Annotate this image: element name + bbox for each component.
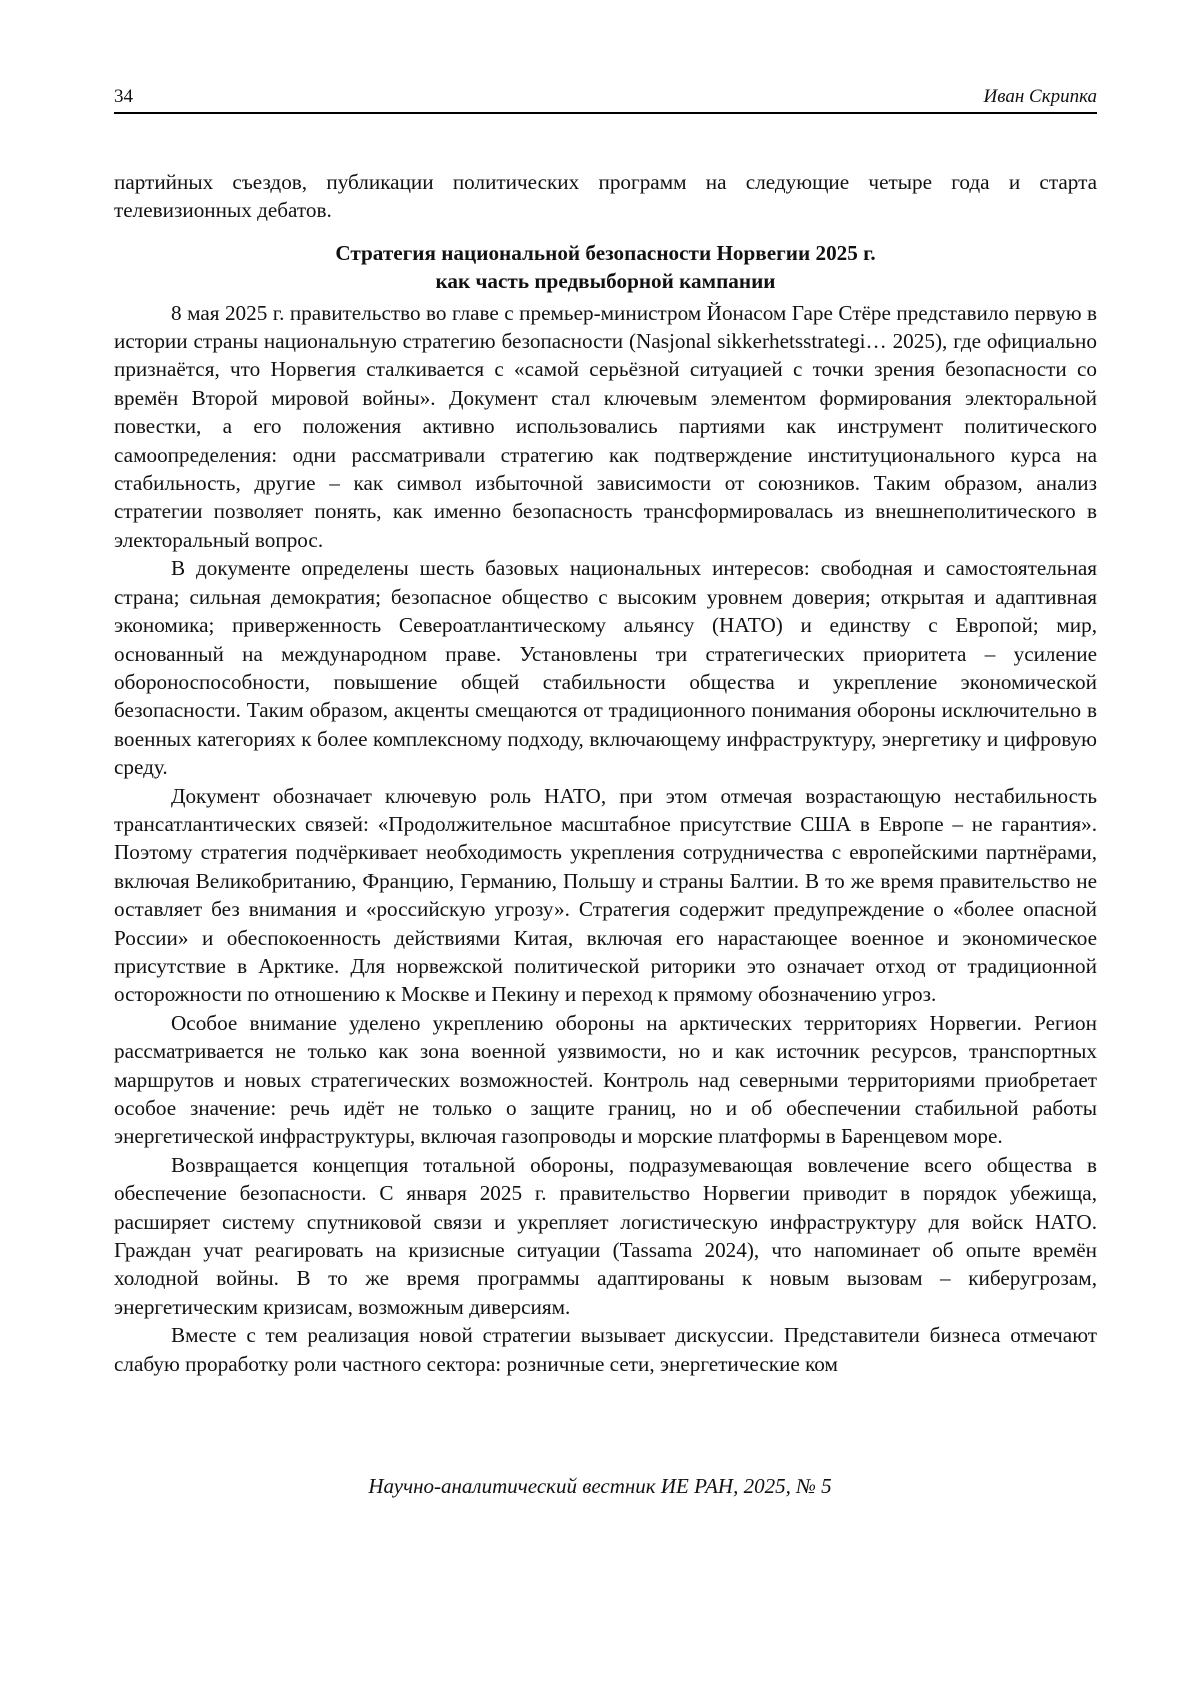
running-header [114,84,1097,114]
paragraph: Возвращается концепция тотальной обороны, подразумевающая вовлечение всего общества в обеспечение безопасности. С января 2025 г. правительство Норвегии приводит в порядок убежища, расширяет систему спутниковой связи и укрепляет логистическую инфраструктуру для войск НАТО. Граждан учат реагировать на кризисные ситуации (Tassama 2024), что напоминает об опыте времён холодной войны. В то же время программы адаптированы к новым вызовам – киберугрозам, энергетическим кризисам, возможным диверсиям. [114,1152,1097,1319]
paragraph: Вместе с тем реализация новой стратегии вызывает дискуссии. Представители бизнеса отмечают слабую проработку роли частного сектора: розничные сети, энергетические ком [114,1323,1097,1376]
continuation-paragraph: партийных съездов, публикации политических программ на следующие четыре года и старта телевизионных дебатов. [114,170,1097,223]
header-author: Иван Скрипка [983,86,1097,107]
journal-footer: Научно-аналитический вестник ИЕ РАН, 2025, № 5 [368,1474,832,1498]
body-text [114,168,1097,1378]
section-heading-line-1: Стратегия национальной безопасности Норвегии 2025 г. [335,240,876,265]
section-heading-line-2: как часть предвыборной кампании [435,269,776,294]
paragraph: В документе определены шесть базовых национальных интересов: свободная и самостоятельная страна; сильная демократия; безопасное общество с высоким уровнем доверия; открытая и адаптивная экономика; приверженность Североатлантическому альянсу (НАТО) и единству с Европой; мир, основанный на международном праве. Установлены три стратегических приоритета – усиление обороноспособности, повышение общей стабильности общества и укрепление экономической безопасности. Таким образом, акценты смещаются от традиционного понимания обороны исключительно в военных категориях к более комплексному подходу, включающему инфраструктуру, энергетику и цифровую среду. [114,556,1097,780]
paragraph: Особое внимание уделено укреплению обороны на арктических территориях Норвегии. Регион рассматривается не только как зона военной уязвимости, но и как источник ресурсов, транспортных маршрутов и новых стратегических возможностей. Контроль над северными территориями приобретает особое значение: речь идёт не только о защите границ, но и об обеспечении стабильной работы энергетической инфраструктуры, включая газопроводы и морские платформы в Баренцевом море. [114,1010,1097,1149]
paragraph: Документ обозначает ключевую роль НАТО, при этом отмечая возрастающую нестабильность трансатлантических связей: «Продолжительное масштабное присутствие США в Европе – не гарантия». Поэтому стратегия подчёркивает необходимость укрепления сотрудничества с европейскими партнёрами, включая Великобританию, Францию, Германию, Польшу и страны Балтии. В то же время правительство не оставляет без внимания и «российскую угрозу». Стратегия содержит предупреждение о «более опасной России» и обеспокоенность действиями Китая, включая его нарастающее военное и экономическое присутствие в Арктике. Для норвежской политической риторики это означает отход от традиционной осторожности по отношению к Москве и Пекину и переход к прямому обозначению угроз. [114,783,1097,1007]
section-heading [114,225,1097,299]
paragraph: 8 мая 2025 г. правительство во главе с премьер-министром Йонасом Гаре Стёре представило первую в истории страны национальную стратегию безопасности (Nasjonal sikkerhetsstrategi… 2025), где официально признаётся, что Норвегия сталкивается с «самой серьёзной ситуацией с точки зрения безопасности со времён Второй мировой войны». Документ стал ключевым элементом формирования электоральной повестки, а его положения активно использовались партиями как инструмент политического самоопределения: одни рассматривали стратегию как подтверждение институционального курса на стабильность, другие – как символ избыточной зависимости от союзников. Таким образом, анализ стратегии позволяет понять, как именно безопасность трансформировалась из внешнеполитического в электоральный вопрос. [114,300,1097,552]
page-number: 34 [114,86,133,107]
